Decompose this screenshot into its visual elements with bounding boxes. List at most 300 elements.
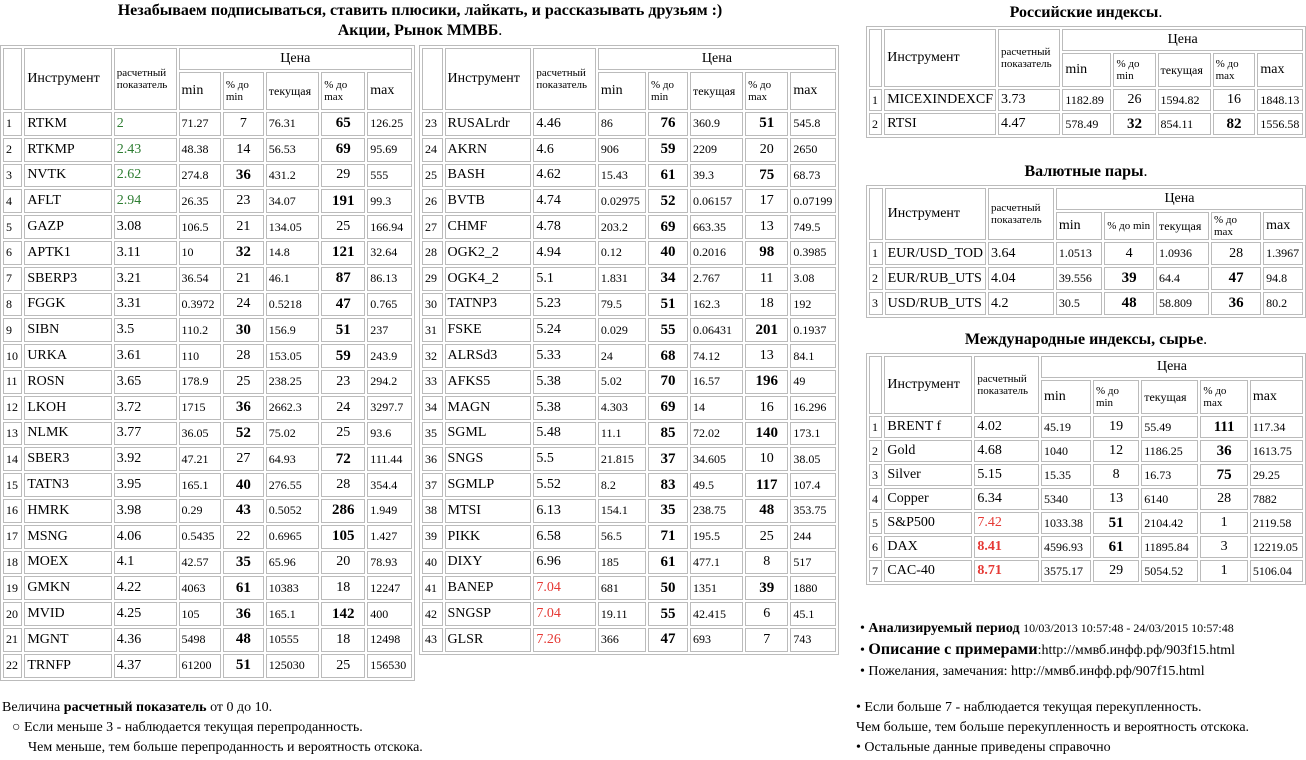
pct-min-value: 47 <box>648 628 688 652</box>
max-value: 16.296 <box>790 396 836 420</box>
pct-max-value: 201 <box>745 318 788 342</box>
instrument-name: SNGSP <box>445 602 532 626</box>
current-value: 56.53 <box>266 138 319 162</box>
pct-min-value: 50 <box>648 576 688 600</box>
table-row <box>869 89 1303 111</box>
current-value: 0.06431 <box>690 318 743 342</box>
pct-max-value: 3 <box>1200 536 1247 558</box>
instrument-name: SGML <box>445 422 532 446</box>
pct-max-value: 7 <box>745 628 788 652</box>
instrument-name: MVID <box>24 602 111 626</box>
pct-max-value: 20 <box>321 551 365 575</box>
current-value: 0.5052 <box>266 499 319 523</box>
current-value: 34.07 <box>266 189 319 213</box>
table-row <box>422 473 836 497</box>
calc-value: 4.2 <box>988 292 1054 315</box>
max-value: 68.73 <box>790 164 836 188</box>
current-value: 162.3 <box>690 293 743 317</box>
instrument-name: Silver <box>884 464 972 486</box>
current-value: 477.1 <box>690 551 743 575</box>
max-value: 3297.7 <box>367 396 412 420</box>
row-number: 29 <box>422 267 443 291</box>
instrument-name: NLMK <box>24 422 111 446</box>
current-value: 42.415 <box>690 602 743 626</box>
instrument-name: USD/RUB_UTS <box>885 292 986 315</box>
current-value: 14 <box>690 396 743 420</box>
table-row <box>422 447 836 471</box>
current-value: 431.2 <box>266 164 319 188</box>
table-row <box>3 293 412 317</box>
current-value: 2209 <box>690 138 743 162</box>
period-line: • Анализируемый период 10/03/2013 10:57:48 - 24/03/2015 10:57:48 <box>860 621 1234 636</box>
min-value: 1033.38 <box>1041 512 1091 534</box>
pct-min-value: 21 <box>223 267 264 291</box>
pct-min-value: 19 <box>1093 416 1139 438</box>
row-number: 1 <box>3 112 22 136</box>
col-price: Цена <box>179 48 412 70</box>
instrument-name: OGK2_2 <box>445 241 532 265</box>
row-number: 10 <box>3 344 22 368</box>
corner-cell <box>422 48 443 110</box>
pct-min-value: 21 <box>223 215 264 239</box>
row-number: 32 <box>422 344 443 368</box>
corner-cell <box>869 188 883 240</box>
min-value: 48.38 <box>179 138 221 162</box>
pct-max-value: 75 <box>745 164 788 188</box>
pct-min-value: 32 <box>223 241 264 265</box>
row-number: 16 <box>3 499 22 523</box>
min-value: 86 <box>598 112 646 136</box>
table-row <box>422 551 836 575</box>
min-value: 3575.17 <box>1041 560 1091 582</box>
instrument-name: HMRK <box>24 499 111 523</box>
calc-value: 7.26 <box>533 628 595 652</box>
col-max: max <box>367 72 412 110</box>
calc-value: 5.48 <box>533 422 595 446</box>
pct-min-value: 61 <box>648 164 688 188</box>
table-row <box>422 267 836 291</box>
current-value: 46.1 <box>266 267 319 291</box>
col-max: max <box>1250 380 1303 414</box>
col-pct-min: % до min <box>223 72 264 110</box>
max-value: 243.9 <box>367 344 412 368</box>
pct-min-value: 59 <box>648 138 688 162</box>
min-value: 8.2 <box>598 473 646 497</box>
table-row <box>3 654 412 678</box>
current-value: 125030 <box>266 654 319 678</box>
pct-min-value: 40 <box>223 473 264 497</box>
col-min: min <box>1062 53 1111 87</box>
row-number: 28 <box>422 241 443 265</box>
max-value: 12219.05 <box>1250 536 1303 558</box>
min-value: 0.02975 <box>598 189 646 213</box>
current-value: 2.767 <box>690 267 743 291</box>
calc-value: 6.13 <box>533 499 595 523</box>
min-value: 24 <box>598 344 646 368</box>
pct-min-value: 83 <box>648 473 688 497</box>
pct-max-value: 25 <box>321 215 365 239</box>
max-value: 0.3985 <box>790 241 836 265</box>
row-number: 25 <box>422 164 443 188</box>
table-row <box>422 602 836 626</box>
header-row <box>422 48 836 70</box>
pct-min-value: 61 <box>648 551 688 575</box>
current-value: 76.31 <box>266 112 319 136</box>
pct-max-value: 1 <box>1200 512 1247 534</box>
current-value: 1.0936 <box>1156 242 1209 265</box>
row-number: 11 <box>3 370 22 394</box>
calc-value: 2.62 <box>114 164 177 188</box>
header-row <box>869 29 1303 51</box>
pct-max-value: 8 <box>745 551 788 575</box>
pct-min-value: 39 <box>1104 267 1154 290</box>
current-value: 134.05 <box>266 215 319 239</box>
pct-max-value: 140 <box>745 422 788 446</box>
pct-max-value: 28 <box>1200 488 1247 510</box>
table-row <box>422 215 836 239</box>
col-current: текущая <box>690 72 743 110</box>
current-value: 49.5 <box>690 473 743 497</box>
row-number: 27 <box>422 215 443 239</box>
max-value: 93.6 <box>367 422 412 446</box>
row-number: 35 <box>422 422 443 446</box>
row-number: 14 <box>3 447 22 471</box>
max-value: 2119.58 <box>1250 512 1303 534</box>
max-value: 545.8 <box>790 112 836 136</box>
instrument-name: RUSALrdr <box>445 112 532 136</box>
max-value: 12247 <box>367 576 412 600</box>
pct-max-value: 18 <box>745 293 788 317</box>
col-max: max <box>790 72 836 110</box>
instrument-name: RTKM <box>24 112 111 136</box>
instrument-name: Copper <box>884 488 972 510</box>
min-value: 56.5 <box>598 525 646 549</box>
pct-max-value: 191 <box>321 189 365 213</box>
min-value: 1040 <box>1041 440 1091 462</box>
pct-min-value: 36 <box>223 396 264 420</box>
instrument-name: SNGS <box>445 447 532 471</box>
pct-min-value: 69 <box>648 215 688 239</box>
max-value: 117.34 <box>1250 416 1303 438</box>
col-calc: расчетный показатель <box>533 48 595 110</box>
pct-min-value: 51 <box>648 293 688 317</box>
row-number: 41 <box>422 576 443 600</box>
table-row <box>869 464 1303 486</box>
row-number: 37 <box>422 473 443 497</box>
instrument-name: CAC-40 <box>884 560 972 582</box>
instrument-name: BVTB <box>445 189 532 213</box>
max-value: 111.44 <box>367 447 412 471</box>
pct-min-value: 26 <box>1113 89 1155 111</box>
min-value: 106.5 <box>179 215 221 239</box>
pct-min-value: 8 <box>1093 464 1139 486</box>
examples-line[interactable]: • Описание с примерами:http://ммвб.инфф.рф/903f15.html <box>860 641 1236 658</box>
calc-value: 6.58 <box>533 525 595 549</box>
col-max: max <box>1263 212 1303 240</box>
max-value: 1556.58 <box>1257 113 1303 135</box>
current-value: 0.5218 <box>266 293 319 317</box>
pct-max-value: 98 <box>745 241 788 265</box>
row-number: 20 <box>3 602 22 626</box>
row-number: 23 <box>422 112 443 136</box>
footer-left <box>2 698 842 758</box>
calc-value: 3.08 <box>114 215 177 239</box>
max-value: 400 <box>367 602 412 626</box>
min-value: 0.5435 <box>179 525 221 549</box>
row-number: 13 <box>3 422 22 446</box>
col-calc: расчетный показатель <box>988 188 1054 240</box>
current-value: 276.55 <box>266 473 319 497</box>
table-row <box>869 267 1303 290</box>
col-pct-min: % до min <box>648 72 688 110</box>
pct-max-value: 36 <box>1200 440 1247 462</box>
max-value: 1.3967 <box>1263 242 1303 265</box>
calc-value: 4.74 <box>533 189 595 213</box>
current-value: 238.75 <box>690 499 743 523</box>
pct-max-value: 28 <box>1211 242 1261 265</box>
current-value: 65.96 <box>266 551 319 575</box>
current-value: 74.12 <box>690 344 743 368</box>
pct-min-value: 29 <box>1093 560 1139 582</box>
row-number: 2 <box>869 440 882 462</box>
max-value: 749.5 <box>790 215 836 239</box>
instrument-name: DIXY <box>445 551 532 575</box>
pct-max-value: 65 <box>321 112 365 136</box>
footer-left-line2: ○ Если меньше 3 - наблюдается текущая перепроданность. <box>12 720 363 735</box>
instrument-name: TATNP3 <box>445 293 532 317</box>
col-instrument: Инструмент <box>24 48 111 110</box>
calc-value: 3.72 <box>114 396 177 420</box>
pct-max-value: 47 <box>1211 267 1261 290</box>
calc-value: 5.5 <box>533 447 595 471</box>
pct-min-value: 76 <box>648 112 688 136</box>
max-value: 517 <box>790 551 836 575</box>
table-row <box>422 396 836 420</box>
pct-max-value: 16 <box>745 396 788 420</box>
max-value: 1.427 <box>367 525 412 549</box>
pct-max-value: 17 <box>745 189 788 213</box>
footer-right-line1: • Если больше 7 - наблюдается текущая перекупленность. <box>856 700 1202 715</box>
corner-cell <box>869 29 882 87</box>
calc-value: 2 <box>114 112 177 136</box>
row-number: 17 <box>3 525 22 549</box>
pct-min-value: 4 <box>1104 242 1154 265</box>
row-number: 4 <box>3 189 22 213</box>
current-value: 5054.52 <box>1141 560 1198 582</box>
table-row <box>3 241 412 265</box>
instrument-name: BANEP <box>445 576 532 600</box>
max-value: 45.1 <box>790 602 836 626</box>
max-value: 94.8 <box>1263 267 1303 290</box>
pct-min-value: 55 <box>648 318 688 342</box>
header-line1: Незабываем подписываться, ставить плюсики, лайкать, и рассказывать друзьям :) <box>117 2 723 19</box>
header-row <box>3 48 412 70</box>
min-value: 0.3972 <box>179 293 221 317</box>
table-row <box>869 560 1303 582</box>
min-value: 5340 <box>1041 488 1091 510</box>
current-value: 156.9 <box>266 318 319 342</box>
min-value: 21.815 <box>598 447 646 471</box>
current-value: 10383 <box>266 576 319 600</box>
max-value: 0.765 <box>367 293 412 317</box>
pct-min-value: 35 <box>648 499 688 523</box>
min-value: 19.11 <box>598 602 646 626</box>
calc-value: 4.94 <box>533 241 595 265</box>
min-value: 165.1 <box>179 473 221 497</box>
calc-value: 3.31 <box>114 293 177 317</box>
row-number: 12 <box>3 396 22 420</box>
max-value: 7882 <box>1250 488 1303 510</box>
table-row <box>869 242 1303 265</box>
min-value: 185 <box>598 551 646 575</box>
min-value: 274.8 <box>179 164 221 188</box>
max-value: 743 <box>790 628 836 652</box>
current-value: 1186.25 <box>1141 440 1198 462</box>
col-instrument: Инструмент <box>885 188 986 240</box>
max-value: 1880 <box>790 576 836 600</box>
table-row <box>422 422 836 446</box>
min-value: 1.831 <box>598 267 646 291</box>
pct-min-value: 22 <box>223 525 264 549</box>
calc-value: 5.1 <box>533 267 595 291</box>
row-number: 5 <box>3 215 22 239</box>
calc-value: 5.52 <box>533 473 595 497</box>
col-pct-min: % до min <box>1113 53 1155 87</box>
max-value: 294.2 <box>367 370 412 394</box>
calc-value: 3.61 <box>114 344 177 368</box>
table-row <box>422 164 836 188</box>
footer-right <box>856 698 1306 758</box>
min-value: 39.556 <box>1056 267 1102 290</box>
row-number: 1 <box>869 416 882 438</box>
table-row <box>3 628 412 652</box>
current-value: 0.06157 <box>690 189 743 213</box>
row-number: 42 <box>422 602 443 626</box>
pct-max-value: 24 <box>321 396 365 420</box>
instrument-name: GMKN <box>24 576 111 600</box>
calc-value: 4.47 <box>998 113 1060 135</box>
min-value: 4063 <box>179 576 221 600</box>
pct-max-value: 51 <box>321 318 365 342</box>
row-number: 3 <box>3 164 22 188</box>
row-number: 4 <box>869 488 882 510</box>
max-value: 86.13 <box>367 267 412 291</box>
pct-max-value: 48 <box>745 499 788 523</box>
current-value: 1351 <box>690 576 743 600</box>
calc-value: 3.5 <box>114 318 177 342</box>
table-row <box>869 536 1303 558</box>
col-min: min <box>1056 212 1102 240</box>
table-row <box>422 344 836 368</box>
calc-value: 3.95 <box>114 473 177 497</box>
pct-max-value: 69 <box>321 138 365 162</box>
col-price: Цена <box>1041 356 1303 378</box>
pct-min-value: 85 <box>648 422 688 446</box>
table-row <box>3 551 412 575</box>
row-number: 43 <box>422 628 443 652</box>
instrument-name: RTSI <box>884 113 996 135</box>
instrument-name: URKA <box>24 344 111 368</box>
row-number: 5 <box>869 512 882 534</box>
calc-value: 5.38 <box>533 370 595 394</box>
current-value: 153.05 <box>266 344 319 368</box>
current-value: 16.57 <box>690 370 743 394</box>
pct-max-value: 13 <box>745 344 788 368</box>
pct-min-value: 51 <box>1093 512 1139 534</box>
pct-max-value: 16 <box>1213 89 1256 111</box>
table-row <box>422 293 836 317</box>
calc-value: 5.24 <box>533 318 595 342</box>
min-value: 110.2 <box>179 318 221 342</box>
calc-value: 7.04 <box>533 576 595 600</box>
pct-min-value: 27 <box>223 447 264 471</box>
current-value: 693 <box>690 628 743 652</box>
col-instrument: Инструмент <box>884 29 996 87</box>
row-number: 19 <box>3 576 22 600</box>
instrument-name: FGGK <box>24 293 111 317</box>
current-value: 0.6965 <box>266 525 319 549</box>
pct-min-value: 51 <box>223 654 264 678</box>
calc-value: 4.02 <box>974 416 1039 438</box>
current-value: 58.809 <box>1156 292 1209 315</box>
row-number: 2 <box>869 113 882 135</box>
current-value: 14.8 <box>266 241 319 265</box>
table-row <box>3 370 412 394</box>
current-value: 11895.84 <box>1141 536 1198 558</box>
pct-max-value: 11 <box>745 267 788 291</box>
row-number: 34 <box>422 396 443 420</box>
row-number: 21 <box>3 628 22 652</box>
calc-value: 2.43 <box>114 138 177 162</box>
min-value: 61200 <box>179 654 221 678</box>
instrument-name: MSNG <box>24 525 111 549</box>
col-current: текущая <box>1156 212 1209 240</box>
corner-cell <box>3 48 22 110</box>
pct-max-value: 75 <box>1200 464 1247 486</box>
pct-max-value: 28 <box>321 473 365 497</box>
row-number: 8 <box>3 293 22 317</box>
pct-min-value: 55 <box>648 602 688 626</box>
instrument-name: SGMLP <box>445 473 532 497</box>
col-min: min <box>598 72 646 110</box>
table-row <box>422 189 836 213</box>
instrument-name: SBERP3 <box>24 267 111 291</box>
max-value: 5106.04 <box>1250 560 1303 582</box>
current-value: 72.02 <box>690 422 743 446</box>
max-value: 2650 <box>790 138 836 162</box>
calc-value: 3.11 <box>114 241 177 265</box>
current-value: 195.5 <box>690 525 743 549</box>
table-row <box>3 344 412 368</box>
row-number: 39 <box>422 525 443 549</box>
row-number: 30 <box>422 293 443 317</box>
max-value: 237 <box>367 318 412 342</box>
current-value: 64.93 <box>266 447 319 471</box>
col-pct-max: % до max <box>321 72 365 110</box>
max-value: 78.93 <box>367 551 412 575</box>
wishes-line[interactable]: • Пожелания, замечания: http://ммвб.инфф.рф/907f15.html <box>860 664 1205 679</box>
current-value: 75.02 <box>266 422 319 446</box>
instrument-name: PIKK <box>445 525 532 549</box>
calc-value: 3.64 <box>988 242 1054 265</box>
instrument-name: MICEXINDEXCF <box>884 89 996 111</box>
pct-max-value: 25 <box>321 422 365 446</box>
calc-value: 4.1 <box>114 551 177 575</box>
pct-min-value: 30 <box>223 318 264 342</box>
table-row <box>3 499 412 523</box>
current-value: 360.9 <box>690 112 743 136</box>
calc-value: 6.34 <box>974 488 1039 510</box>
